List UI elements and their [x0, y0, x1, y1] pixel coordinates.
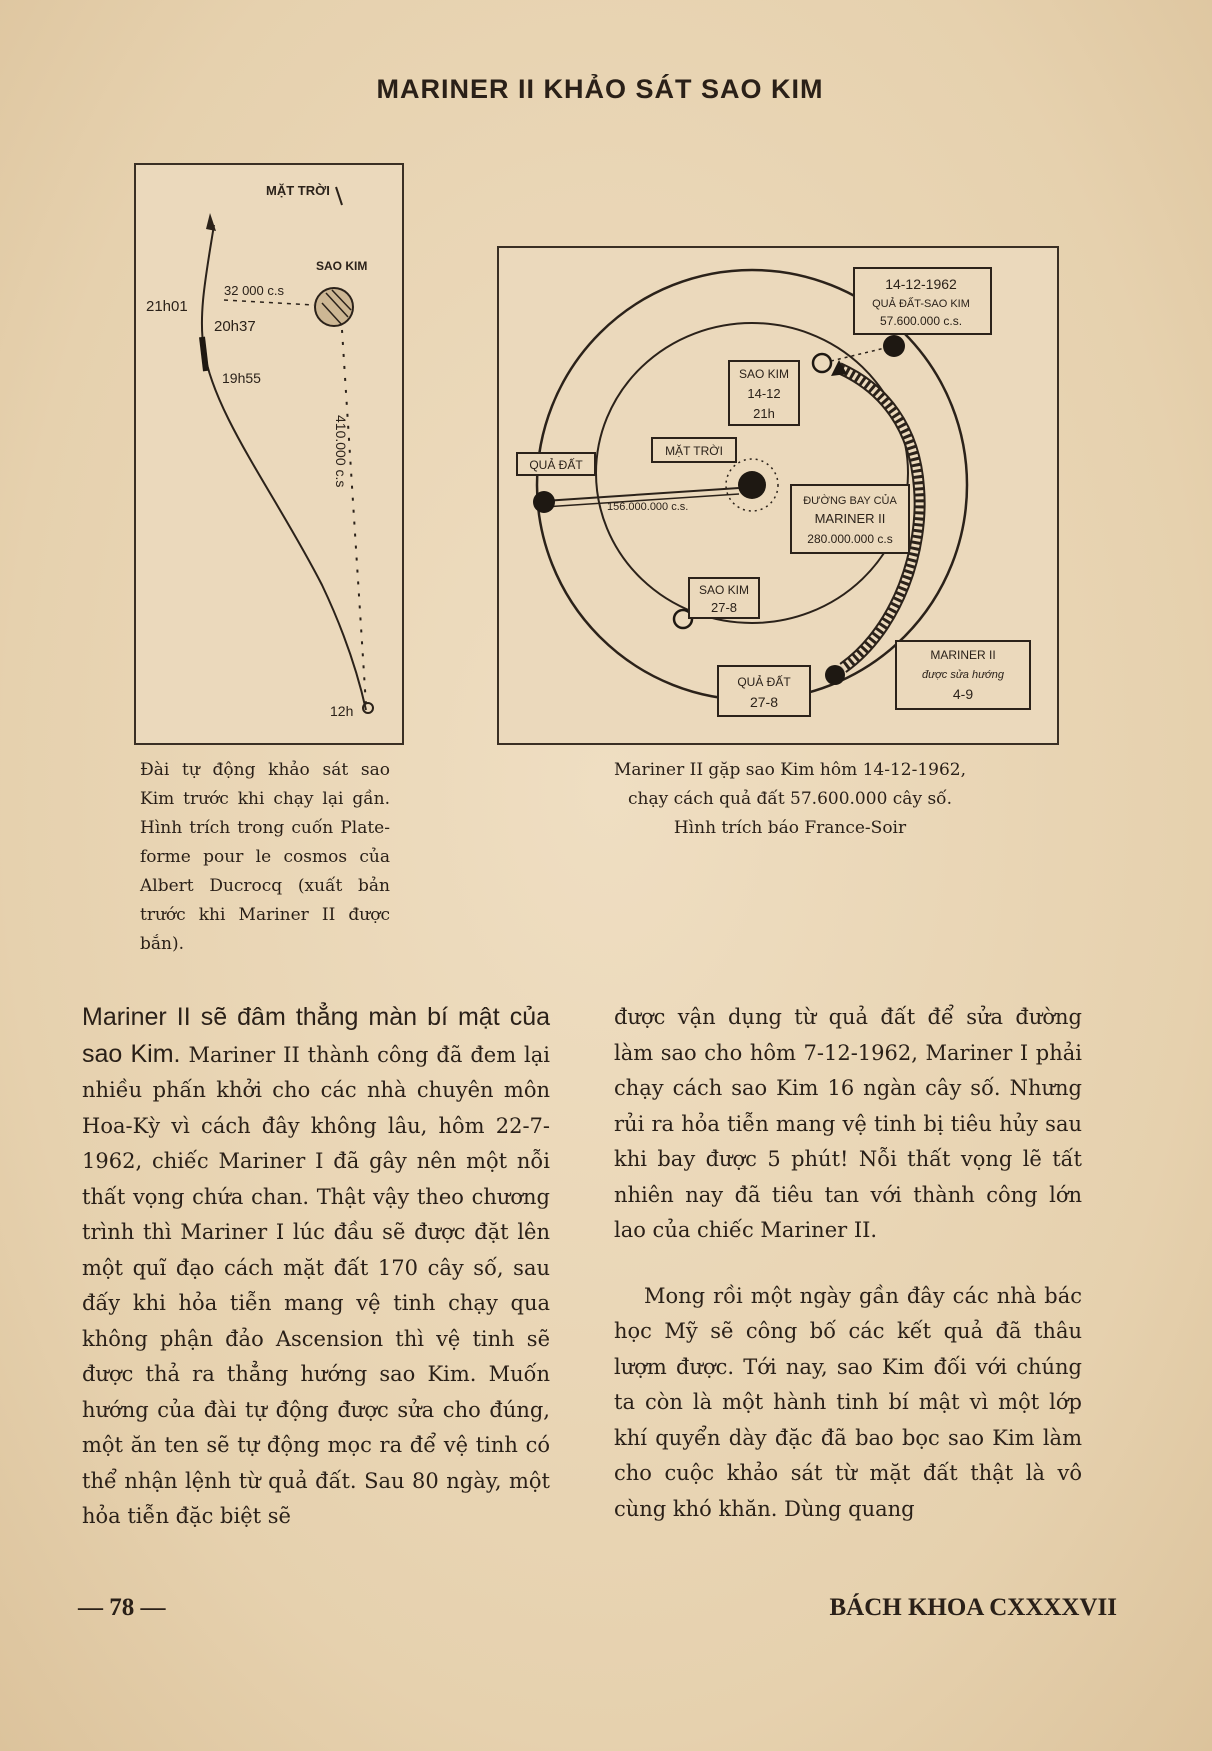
label-32000: 32 000 c.s — [224, 283, 284, 298]
paragraph-right-2: Mong rồi một ngày gần đây các nhà bác học Mỹ sẽ công bố các kết quả đã thâu lượm được. Tới nay, sao Kim đối với chúng ta còn là một hành tinh bí mật vì một lớp khí quyển dày đặc đã bao bọc sao Kim làm cho cuộc khảo sát từ mặt đất thật là vô cùng khó khăn. Dùng quang — [614, 1283, 1082, 1521]
label-sun: MẶT TRỜI — [266, 183, 330, 198]
dashed-distance-line — [342, 330, 366, 705]
caption-left: Đài tự động khảo sát sao Kim trước khi chạy lại gần. Hình trích trong cuốn Plate-forme pour le cosmos của Albert Ducrocq (xuất bản trước khi Mariner II được bắn). — [140, 760, 390, 954]
label-time-2101: 21h01 — [146, 298, 188, 315]
label-earth-aug-date: 27-8 — [749, 694, 779, 710]
body-column-right — [614, 1000, 1082, 1527]
label-path-dist: 280.000.000 c.s — [807, 532, 893, 546]
paragraph-right-1: được vận dụng từ quả đất để sửa đường làm sao cho hôm 7-12-1962, Mariner I phải chạy cách sao Kim 16 ngàn cây số. Nhưng rủi ra hỏa tiễn mang vệ tinh bị tiêu hủy sau khi bay được 5 phút! Nỗi thất vọng lẽ tất nhiên nay đã tiêu tan với thành công lớn lao của chiếc Mariner II. — [614, 1005, 1082, 1242]
caption-right-line3: Hình trích báo France-Soir — [673, 818, 907, 838]
label-time-1955: 19h55 — [222, 370, 261, 386]
label-path-line2: MARINER II — [814, 511, 886, 526]
label-meet-date: 14-12-1962 — [885, 276, 957, 292]
thick-segment — [202, 337, 206, 371]
label-venus-aug: SAO KIM — [698, 583, 750, 597]
earth-dec-meet-icon — [883, 335, 905, 357]
paragraph-left-text: Mariner II thành công đã đem lại nhiều phấn khởi cho các nhà chuyên môn Hoa-Kỳ vì cách đây không lâu, hôm 22-7-1962, chiếc Mariner I đã gây nên một nỗi thất vọng chứa chan. Thật vậy theo chương trình thì Mariner I lúc đầu sẽ được đặt lên một quĩ đạo cách mặt đất 170 cây số, sau đấy khi hỏa tiễn mang vệ tinh chạy qua không phận đảo Ascension thì vệ tinh sẽ được thả ra thẳng hướng sao Kim. Muốn hướng của đài tự động được sửa cho đúng, một ăn ten sẽ tự động mọc ra để vệ tinh có thể nhận lệnh từ quả đất. Sau 80 ngày, một hỏa tiễn đặc biệt sẽ — [82, 1042, 550, 1528]
label-time-12: 12h — [330, 703, 354, 719]
earth-start-icon — [363, 703, 373, 713]
caption-right — [545, 756, 1035, 843]
page-title: MARINER II KHẢO SÁT SAO KIM — [376, 74, 824, 104]
label-path-line1: ĐƯỜNG BAY CỦA — [803, 495, 897, 507]
label-venus-dec: SAO KIM — [738, 367, 790, 381]
caption-right-line2: chạy cách quả đất 57.600.000 cây số. — [628, 789, 952, 809]
arrow-up-icon — [206, 213, 216, 231]
dashed-32000-line — [224, 300, 314, 305]
label-venus-dec-time: 21h — [753, 406, 775, 421]
label-time-2037: 20h37 — [214, 318, 256, 335]
label-meet-line2: QUẢ ĐẤT-SAO KIM — [872, 298, 970, 310]
earth-sun-line — [544, 488, 739, 501]
label-venus: SAO KIM — [316, 259, 368, 273]
label-earth-dec: QUẢ ĐẤT — [529, 458, 583, 472]
label-mariner-date: 4-9 — [952, 686, 974, 702]
lead-sentence: Mariner II sẽ đâm thẳng màn bí mật của sao Kim. — [82, 1003, 550, 1068]
caption-right-line1: Mariner II gặp sao Kim hôm 14-12-1962, — [613, 760, 967, 780]
meet-dotted-line — [831, 348, 885, 361]
journal-name: BÁCH KHOA CXXXXVII — [829, 1594, 1117, 1621]
orbit-diagram — [499, 248, 1057, 743]
sun-icon — [738, 471, 766, 499]
figure-right-orbits — [497, 246, 1059, 745]
body-column-left — [82, 1000, 550, 1535]
figure-left-trajectory — [134, 163, 404, 745]
page-number: — 78 — — [78, 1594, 166, 1621]
paragraph-left — [82, 1000, 550, 1535]
label-410000: 410.000 c.s — [333, 415, 349, 488]
label-earth-aug: QUẢ ĐẤT — [737, 675, 791, 689]
label-venus-dec-date: 14-12 — [747, 386, 781, 401]
label-sun-right: MẶT TRỜI — [665, 444, 723, 458]
label-mariner: MARINER II — [930, 648, 996, 662]
label-venus-aug-date: 27-8 — [710, 600, 738, 615]
trajectory-diagram — [136, 165, 402, 743]
label-earth-sun-dist: 156.000.000 c.s. — [607, 501, 689, 513]
venus-dec-icon — [813, 354, 831, 372]
label-meet-dist: 57.600.000 c.s. — [879, 314, 963, 328]
earth-dec-icon — [533, 491, 555, 513]
label-mariner-note: được sửa hướng — [922, 669, 1004, 681]
earth-aug-icon — [825, 665, 845, 685]
sun-direction-arrow — [336, 187, 342, 205]
